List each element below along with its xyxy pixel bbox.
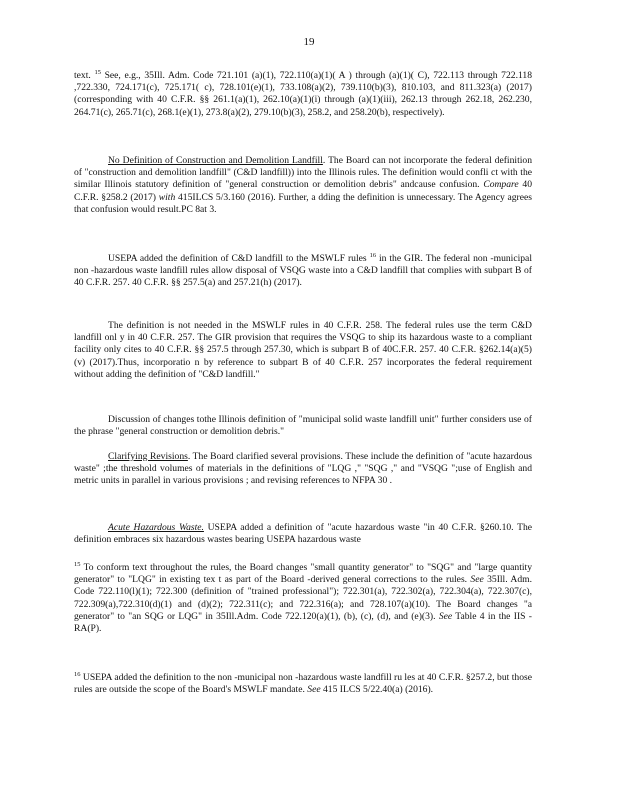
footnote-text: 415 ILCS 5/22.40(a) (2016).	[323, 684, 434, 696]
footnote-15	[74, 562, 532, 635]
paragraph-text: . The Board can not incorporate the federal definition of "construction and demolition landfill" (C&D landfill)) into the Illinois rules. The definition would confli ct with the similar Illinois statutory definition of "general construction or demolition debris" andcause confusion.	[74, 155, 532, 191]
section-heading: Clarifying Revisions	[108, 451, 188, 462]
footnote-text: To conform text throughout the rules, the Board changes "small quantity generator" to "SQG" and "large quantity generator" to "LQG" in existing tex t as part of the Board -derived general corrections to the rules.	[74, 562, 532, 586]
footnote-marker-15: 15	[94, 68, 101, 76]
citation-text: 40 C.F.R. §258.2 (2017)	[74, 179, 532, 203]
paragraph-clarifying	[74, 451, 532, 488]
paragraph-discussion: Discussion of changes tothe Illinois definition of "municipal solid waste landfill unit" further considers use of the phrase "general construction or demolition debris."	[74, 414, 532, 438]
footnote-text: 35Ill. Adm. Code 722.110(l)(1); 722.300 (definition of "trained professional"); 722.301(a), 722.302(a), 722.304(a), 722.307(c), 722.309(a),722.310(d)(1) and (d)(2); 722.311(c); and 722.316(a); and 728.107(a)(10). The Board changes "a generator" to "an SQG or LQG" in 35Ill.Adm. Code 722.120(a)(1), (b), (c), (d), and (e)(3).	[74, 574, 532, 622]
signal-word: See	[470, 574, 484, 586]
section-heading: Acute Hazardous Waste.	[108, 522, 204, 533]
signal-word: Compare	[483, 179, 519, 191]
signal-word: See	[438, 610, 453, 622]
signal-word: with	[158, 191, 176, 203]
footnote-marker-16: 16	[369, 251, 377, 259]
paragraph-acute	[74, 522, 532, 546]
paragraph-cd-landfill	[74, 155, 532, 216]
paragraph-text: text.	[74, 70, 91, 81]
footnote-16	[74, 672, 532, 696]
paragraph-continuation	[74, 70, 532, 119]
paragraph-text: . The Board clarified several provisions. These include the definition of "acute hazardous waste" ;the threshold volumes of materials in the definitions of "LQG ," "SQG ," and "VSQG ";use of English and metric units in parallel in various provisions ; and revising references to NFPA 30 .	[74, 451, 532, 487]
section-heading: No Definition of Construction and Demolition Landfill	[108, 155, 323, 166]
paragraph-text: USEPA added a definition of "acute hazardous waste "in 40 C.F.R. §260.10. The definition embraces six hazardous wastes bearing USEPA hazardous waste	[74, 522, 532, 546]
footnote-marker: 15	[74, 560, 81, 568]
paragraph-text: 415ILCS 5/3.160 (2016). Further, a dding the definition is unnecessary. The Agency agrees that confusion would result.PC 8at 3.	[74, 191, 532, 215]
footnote-text: Table 4 in the IIS -RA(P).	[74, 610, 532, 635]
citation-text: See, e.g., 35Ill. Adm. Code 721.101 (a)(1), 722.110(a)(1)( A ) through (a)(1)( C), 722.113 through 722.118 ,722.330, 724.171(c), 725.171( c), 728.101(e)(1), 733.108(a)(2), 739.110(b)(3), 810.103, and 811.323(a) (2017) (corresponding with 40 C.F.R. §§ 261.1(a)(1), 262.10(a)(1)(i) through (a)(1)(iii), 262.13 through 262.18, 262.230, 264.71(c), 265.71(c), 268.1(e)(1), 273.8(a)(2), 279.10(b)(3), 258.2, and 258.20(b), respectively).	[74, 70, 532, 118]
signal-word: See	[307, 684, 321, 696]
paragraph-usepa-cd	[74, 253, 532, 290]
footnote-marker: 16	[74, 670, 81, 678]
paragraph-text: in the GIR. The federal non -municipal non -hazardous waste landfill rules allow disposal of VSQG waste into a C&D landfill that complies with subpart B of 40 C.F.R. 257. 40 C.F.R. §§ 257.5(a) and 257.21(h) (2017).	[74, 253, 532, 289]
paragraph-text: USEPA added the definition of C&D landfill to the MSWLF rules	[108, 253, 367, 264]
paragraph-not-needed: The definition is not needed in the MSWLF rules in 40 C.F.R. 258. The federal rules use the term C&D landfill onl y in 40 C.F.R. 257. The GIR provision that requires the VSQG to ship its hazardous waste to a compliant facility only cites to 40 C.F.R. §§ 257.5 through 257.30, which is subpart B of 40C.F.R. 257. 40 C.F.R. §262.14(a)(5)(v) (2017).Thus, incorporatio n by reference to subpart B of 40 C.F.R. 257 incorporates the federal requirement without adding the definition of "C&D landfill."	[74, 320, 532, 380]
footnote-text: USEPA added the definition to the non -municipal non -hazardous waste landfill ru les at 40 C.F.R. §257.2, but those rules are outside the scope of the Board's MSWLF mandate.	[74, 672, 532, 696]
page-number: 19	[303, 36, 315, 48]
